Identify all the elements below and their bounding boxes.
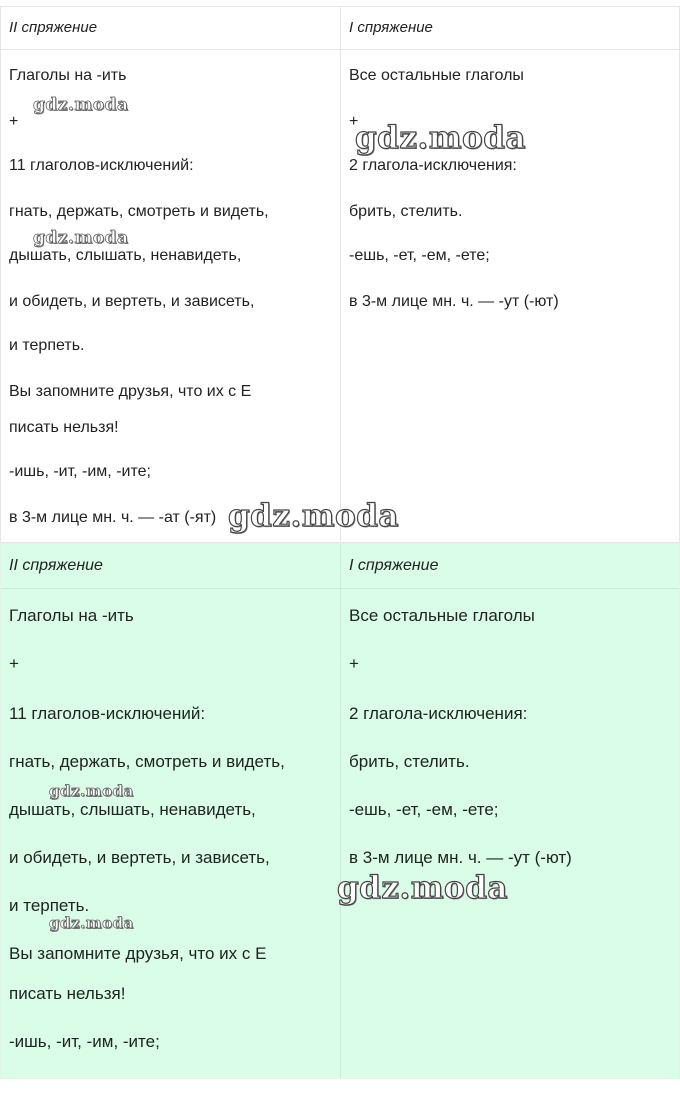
cell-line: -ишь, -ит, -им, -ите; <box>9 1032 160 1051</box>
cell-line: + <box>9 113 19 130</box>
watermark-logo: gdz.moda <box>33 95 129 115</box>
cell-line: 11 глаголов-исключений: <box>9 704 206 723</box>
cell-line: дышать, слышать, ненавидеть, <box>9 800 256 819</box>
cell-line: + <box>9 654 19 673</box>
cell-line: Глаголы на -ить <box>9 67 127 84</box>
watermark-logo: gdz.moda <box>49 914 134 932</box>
watermark-logo: gdz.moda <box>228 498 399 534</box>
cell-line: Все остальные глаголы <box>349 606 535 625</box>
cell-line: и обидеть, и вертеть, и зависеть, <box>9 848 270 867</box>
cell-line: Вы запомните друзья, что их с Е <box>9 944 267 963</box>
cell-line: брить, стелить. <box>349 752 470 771</box>
header-cell-conjugation-1: I спряжение <box>349 557 439 574</box>
watermark-logo: gdz.moda <box>33 228 129 248</box>
cell-line: дышать, слышать, ненавидеть, <box>9 247 242 264</box>
cell-line: 11 глаголов-исключений: <box>9 157 194 174</box>
cell-line: Глаголы на -ить <box>9 606 134 625</box>
cell-line: -ешь, -ет, -ем, -ете; <box>349 800 499 819</box>
cell-line: гнать, держать, смотреть и видеть, <box>9 752 285 771</box>
conjugation-table-1 <box>0 6 680 543</box>
cell-line: в 3-м лице мн. ч. — -ут (-ют) <box>349 848 572 867</box>
cell-line: и терпеть. <box>9 337 85 354</box>
cell-line: -ишь, -ит, -им, -ите; <box>9 463 151 480</box>
cell-line: и обидеть, и вертеть, и зависеть, <box>9 293 255 310</box>
cell-line: + <box>349 113 359 130</box>
cell-line: Вы запомните друзья, что их с Е <box>9 383 252 400</box>
cell-line: в 3-м лице мн. ч. — -ут (-ют) <box>349 293 559 310</box>
cell-line: писать нельзя! <box>9 984 126 1003</box>
cell-line: Все остальные глаголы <box>349 67 524 84</box>
watermark-logo: gdz.moda <box>337 870 508 906</box>
cell-line: писать нельзя! <box>9 419 119 436</box>
cell-line: гнать, держать, смотреть и видеть, <box>9 203 269 220</box>
cell-line: брить, стелить. <box>349 203 463 220</box>
column-divider <box>340 7 341 542</box>
cell-line: + <box>349 654 359 673</box>
cell-line: 2 глагола-исключения: <box>349 157 517 174</box>
watermark-logo: gdz.moda <box>49 782 134 800</box>
header-cell-conjugation-2: II спряжение <box>9 557 103 574</box>
cell-line: -ешь, -ет, -ем, -ете; <box>349 247 490 264</box>
conjugation-table-2 <box>0 543 680 1079</box>
header-cell-conjugation-2: II спряжение <box>9 19 98 36</box>
column-divider <box>340 544 341 1078</box>
cell-line: 2 глагола-исключения: <box>349 704 528 723</box>
cell-line: в 3-м лице мн. ч. — -ат (-ят) <box>9 509 217 526</box>
cell-line: и терпеть. <box>9 896 90 915</box>
header-cell-conjugation-1: I спряжение <box>349 19 433 36</box>
watermark-logo: gdz.moda <box>355 120 526 156</box>
